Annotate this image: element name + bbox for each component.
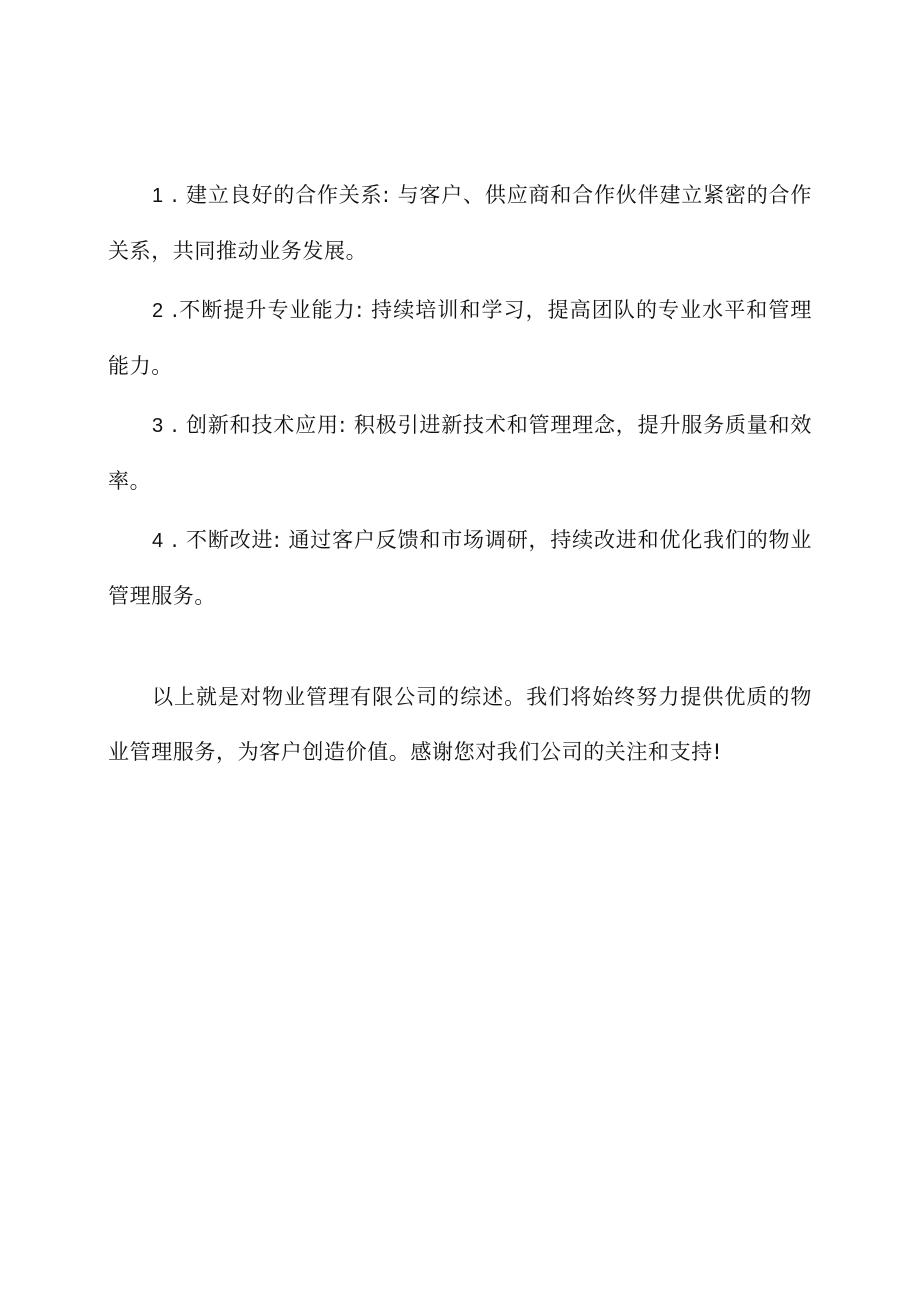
item-text: . 建立良好的合作关系: 与客户、供应商和合作伙伴建立紧密的合作关系，共同推动业务发展。	[108, 183, 812, 263]
item-number: 2	[152, 300, 164, 322]
item-text: .不断提升专业能力: 持续培训和学习，提高团队的专业水平和管理能力。	[108, 298, 812, 378]
list-item-2	[108, 283, 812, 394]
document-body	[108, 168, 812, 784]
list-item-3	[108, 398, 812, 509]
item-number: 3	[152, 415, 164, 437]
conclusion-paragraph: 以上就是对物业管理有限公司的综述。我们将始终努力提供优质的物业管理服务，为客户创造价值。感谢您对我们公司的关注和支持!	[108, 685, 812, 764]
list-item-4	[108, 513, 812, 624]
paragraph-spacer	[108, 628, 812, 670]
list-item-1	[108, 168, 812, 279]
item-number: 1	[152, 185, 164, 207]
item-text: . 创新和技术应用: 积极引进新技术和管理理念，提升服务质量和效率。	[108, 413, 812, 493]
item-text: . 不断改进: 通过客户反馈和市场调研，持续改进和优化我们的物业管理服务。	[108, 528, 812, 608]
item-number: 4	[152, 530, 164, 552]
